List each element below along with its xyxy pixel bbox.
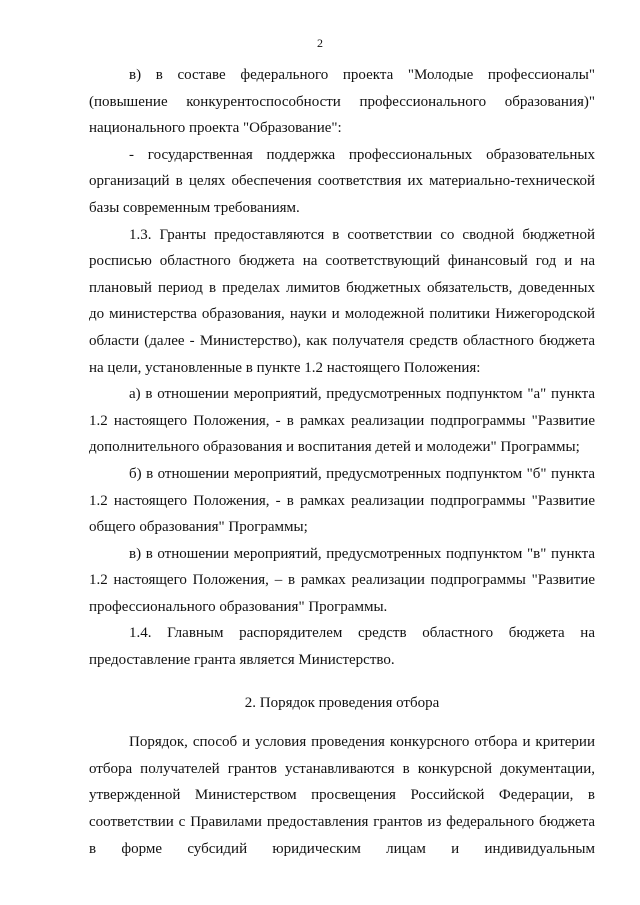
page-number: 2 xyxy=(317,36,323,50)
paragraph-state-support: - государственная поддержка профессиональных образовательных организаций в целях обеспечения соответствия их материально-технической базы современным требованиям. xyxy=(89,146,595,216)
paragraph-1-4: 1.4. Главным распорядителем средств областного бюджета на предоставление гранта является Министерство. xyxy=(89,625,595,669)
paragraph-1-3-b: б) в отношении мероприятий, предусмотренных подпунктом "б" пункта 1.2 настоящего Положения, - в рамках реализации подпрограммы "Развитие общего образования" Программы; xyxy=(89,465,595,536)
paragraph-federal-project: в) в составе федерального проекта "Молодые профессионалы" (повышение конкурентоспособности профессионального образования)" национального проекта "Образование": xyxy=(89,67,595,137)
paragraph-1-3-a: а) в отношении мероприятий, предусмотренных подпунктом "а" пункта 1.2 настоящего Положения, - в рамках реализации подпрограммы "Развитие дополнительного образования и воспитания детей и молодежи" Программы; xyxy=(89,386,595,456)
document-body xyxy=(89,62,595,862)
section-heading: 2. Порядок проведения отбора xyxy=(244,694,440,711)
paragraph-1-3: 1.3. Гранты предоставляются в соответствии со сводной бюджетной росписью областного бюджета на соответствующий финансовый год и на плановый период в пределах лимитов бюджетных обязательств, доведенных до министерства образования, науки и молодежной политики Нижегородской области (далее - Министерство), как получателя средств областного бюджета на цели, установленные в пункте 1.2 настоящего Положения: xyxy=(89,226,595,376)
paragraph-selection-procedure: Порядок, способ и условия проведения конкурсного отбора и критерии отбора получателей грантов устанавливаются в конкурсной документации, утвержденной Министерством просвещения Российской Федерации, в соответствии с Правилами предоставления грантов из федерального бюджета в форме субсидий юридическим лицам и индивидуальным xyxy=(89,734,595,857)
paragraph-1-3-v: в) в отношении мероприятий, предусмотренных подпунктом "в" пункта 1.2 настоящего Положения, – в рамках реализации подпрограммы "Развитие профессионального образования" Программы. xyxy=(89,545,595,615)
